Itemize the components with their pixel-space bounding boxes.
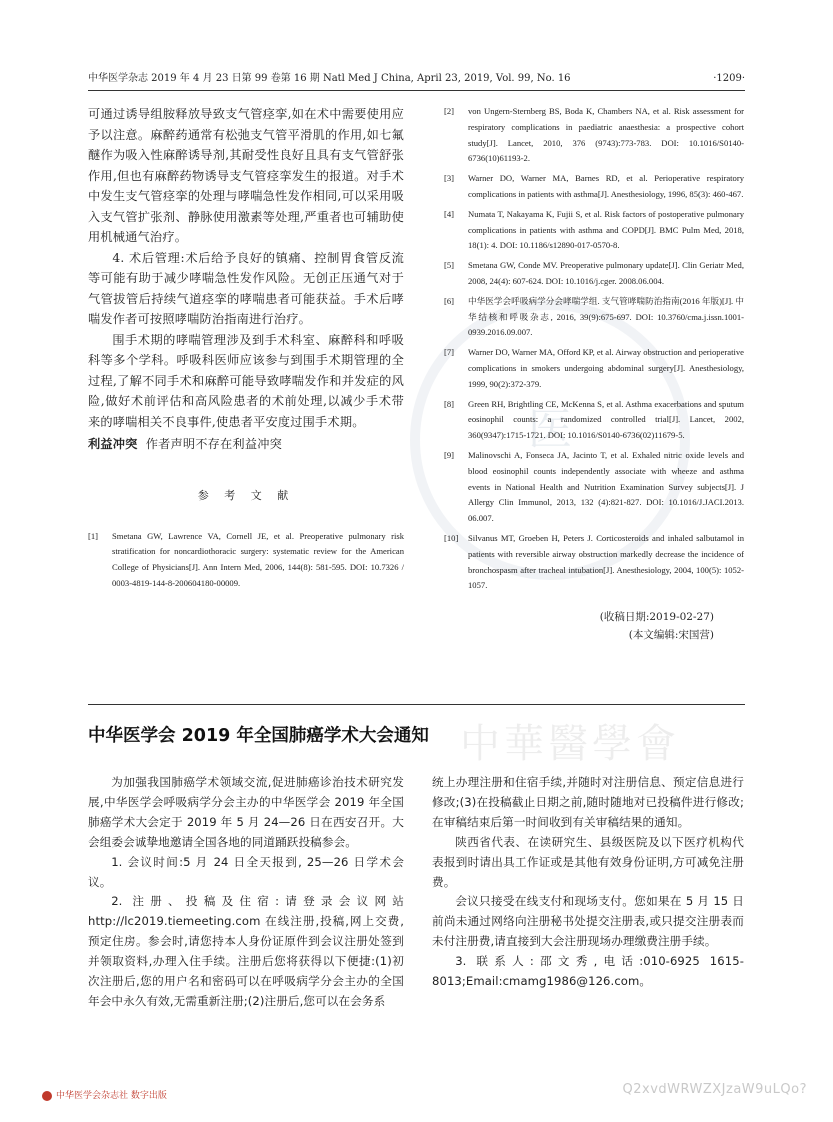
article-dates [444, 608, 744, 644]
reference-text: 中华医学会呼吸病学分会哮喘学组. 支气管哮喘防治指南(2016 年版)[J]. 中华结核和呼吸杂志, 2016, 39(9):675-697. DOI: 10.3760/cma.j.issn.1001-0939.2016.09.007. [468, 295, 744, 338]
editor-credit: (本文编辑:宋国营) [628, 629, 714, 642]
body-paragraph: 可通过诱导组胺释放导致支气管痉挛,如在术中需要使用应予以注意。麻醉药通常有松弛支气管平滑肌的作用,如七氟醚作为吸入性麻醉诱导剂,其耐受性良好且具有支气管舒张作用,但也有麻醉药物诱导支气管痉挛发生的报道。对手术中发生支气管痉挛的处理与哮喘急性发作相同,可以采用吸入支气管扩张剂、静脉使用激素等处理,严重者也可辅助使用机械通气治疗。 [88, 107, 404, 244]
publisher-logo-icon [42, 1091, 52, 1101]
reference-number: [2] [444, 106, 455, 116]
reference-item [444, 207, 744, 254]
reference-text: Smetana GW, Conde MV. Preoperative pulmonary update[J]. Clin Geriatr Med, 2008, 24(4): 607-624. DOI: 10.1016/j.cger. 2008.06.004. [468, 260, 744, 286]
reference-number: [7] [444, 347, 455, 358]
conflict-of-interest [88, 434, 404, 455]
reference-number: [6] [444, 295, 455, 306]
left-column [88, 104, 404, 596]
reference-number: [10] [444, 532, 459, 543]
reference-item [88, 529, 404, 592]
received-date: (收稿日期:2019-02-27) [599, 611, 714, 624]
body-paragraph: 围手术期的哮喘管理涉及到手术科室、麻醉科和呼吸科等多个学科。呼吸科医师应该参与到围手术期管理的全过程,了解不同手术和麻醉可能导致哮喘发作和并发症的风险,做好术前评估和高风险患者的术前处理,以减少手术带来的哮喘相关不良事件,使患者平安度过围手术期。 [88, 332, 404, 429]
notice-title: 中华医学会 2019 年全国肺癌学术大会通知 [88, 726, 429, 746]
footer-code: Q2xvdWRWZXJzaW9uLQo? [622, 1082, 807, 1097]
notice-paragraph: 3. 联系人:邵文秀,电话:010-6925 1615-8013;Email:cmamg1986@126.com。 [432, 954, 744, 989]
section-divider [88, 704, 745, 705]
reference-number: [9] [444, 449, 455, 460]
notice-paragraph: 为加强我国肺癌学术领域交流,促进肺癌诊治技术研究发展,中华医学会呼吸病学分会主办的中华医学会 2019 年全国肺癌学术大会定于 2019 年 5 月 24—26 日在西安召开。大会组委会诚挚地邀请全国各地的同道踊跃投稿参会。 [88, 775, 404, 849]
reference-text: Smetana GW, Lawrence VA, Cornell JE, et al. Preoperative pulmonary risk stratification for noncardiothoracic surgery: systematic review for the American College of Physicians[J]. Ann Intern Med, 2006, 144(8): 581-595. DOI: 10.7326 / 0003-4819-144-8-200604180-00009. [112, 530, 404, 588]
reference-text: Silvanus MT, Groeben H, Peters J. Corticosteroids and inhaled salbutamol in patients with reversible airway obstruction markedly decrease the incidence of bronchospasm after tracheal intubation[J]. Anesthesiology, 2004, 100(5): 1052-1057. [468, 532, 744, 591]
reference-item [444, 531, 744, 594]
notice-paragraph: 陕西省代表、在读研究生、县级医院及以下医疗机构代表报到时请出具工作证或是其他有效身份证明,方可减免注册费。 [432, 834, 744, 889]
running-header [88, 68, 745, 91]
reference-text: von Ungern-Sternberg BS, Boda K, Chambers NA, et al. Risk assessment for respiratory complications in paediatric anaesthesia: a prospective cohort study[J]. Lancet, 2010, 376 (9743):773-783. DOI: 10.1016/S0140-6736(10)61193-2. [468, 106, 744, 164]
reference-number: [1] [88, 530, 99, 541]
notice-paragraph: 统上办理注册和住宿手续,并随时对注册信息、预定信息进行修改;(3)在投稿截止日期之前,随时随地对已投稿件进行修改;在审稿结束后第一时间收到有关审稿结果的通知。 [432, 775, 744, 829]
notice-right-column [432, 773, 744, 992]
reference-item [444, 294, 744, 341]
reference-item [444, 397, 744, 444]
reference-number: [5] [444, 260, 455, 271]
watermark-seal: 医 [410, 300, 690, 580]
reference-item [444, 448, 744, 527]
reference-item [444, 104, 744, 167]
notice-left-column [88, 773, 404, 1012]
reference-number: [3] [444, 173, 455, 184]
reference-text: Green RH, Brightling CE, McKenna S, et al. Asthma exacerbations and sputum eosinophil counts: a randomized controlled trial[J]. Lancet, 2002, 360(9347):1715-1721. DOI: 10.1016/S0140-6736(02)11679-5. [468, 398, 744, 441]
conflict-text: 作者声明不存在利益冲突 [145, 437, 282, 451]
right-column [444, 104, 744, 644]
references-heading: 参 考 文 献 [197, 488, 295, 502]
body-paragraph: 4. 术后管理:术后给予良好的镇痛、控制胃食管反流等可能有助于减少哮喘急性发作风险。无创正压通气对于气管拔管后持续气道痉挛的哮喘患者可能获益。手术后哮喘发作者可按照哮喘防治指南进行治疗。 [88, 250, 404, 326]
conflict-label: 利益冲突 [88, 437, 138, 451]
reference-item [444, 171, 744, 203]
reference-item [444, 258, 744, 290]
notice-watermark: 中華醫學會 [460, 721, 680, 767]
reference-text: Warner DO, Warner MA, Offord KP, et al. Airway obstruction and perioperative complications in smokers undergoing abdominal surgery[J]. Anesthesiology, 1999, 90(2):372-379. [468, 347, 744, 389]
reference-text: Numata T, Nakayama K, Fujii S, et al. Risk factors of postoperative pulmonary complications in patients with asthma and COPD[J]. BMC Pulm Med, 2018, 18(1): 4. DOI: 10.1186/s12890-017-0570-8. [468, 208, 744, 251]
journal-citation: 中华医学杂志 2019 年 4 月 23 日第 99 卷第 16 期 Natl Med J China, April 23, 2019, Vol. 99, No. 16 [88, 73, 571, 84]
reference-item [444, 345, 744, 392]
publisher-logo [42, 1088, 167, 1101]
reference-text: Warner DO, Warner MA, Barnes RD, et al. Perioperative respiratory complications in patients with asthma[J]. Anesthesiology, 1996, 85(3): 460-467. [468, 173, 744, 199]
notice-paragraph: 会议只接受在线支付和现场支付。您如果在 5 月 15 日前尚未通过网络向注册秘书处提交注册表,或只提交注册表而未付注册费,请直接到大会注册现场办理缴费注册手续。 [432, 894, 744, 949]
notice-paragraph: 1. 会议时间:5 月 24 日全天报到, 25—26 日学术会议。 [88, 854, 404, 889]
page-number: ·1209· [713, 73, 745, 84]
reference-number: [4] [444, 208, 455, 219]
reference-text: Malinovschi A, Fonseca JA, Jacinto T, et al. Exhaled nitric oxide levels and blood eosinophil counts independently associate with wheeze and asthma events in National Health and Nutrition Examination Survey subjects[J]. J Allergy Clin Immunol, 2013, 132 (4):821-827. DOI: 10.1016/J.JACI.2013. 06.007. [468, 449, 744, 524]
publisher-logo-text: 中华医学会杂志社 数字出版 [56, 1091, 167, 1101]
notice-paragraph: 2. 注册、投稿及住宿:请登录会议网站 http://lc2019.tiemeeting.com 在线注册,投稿,网上交费,预定住房。参会时,请您持本人身份证原件到会议注册处签到并领取资料,办理入住手续。注册后您将获得以下便捷:(1)初次注册后,您的用户名和密码可以在呼吸病学分会主办的全国年会中永久有效,无需重新注册;(2)注册后,您可以在会务系 [88, 894, 404, 1008]
reference-number: [8] [444, 398, 455, 409]
